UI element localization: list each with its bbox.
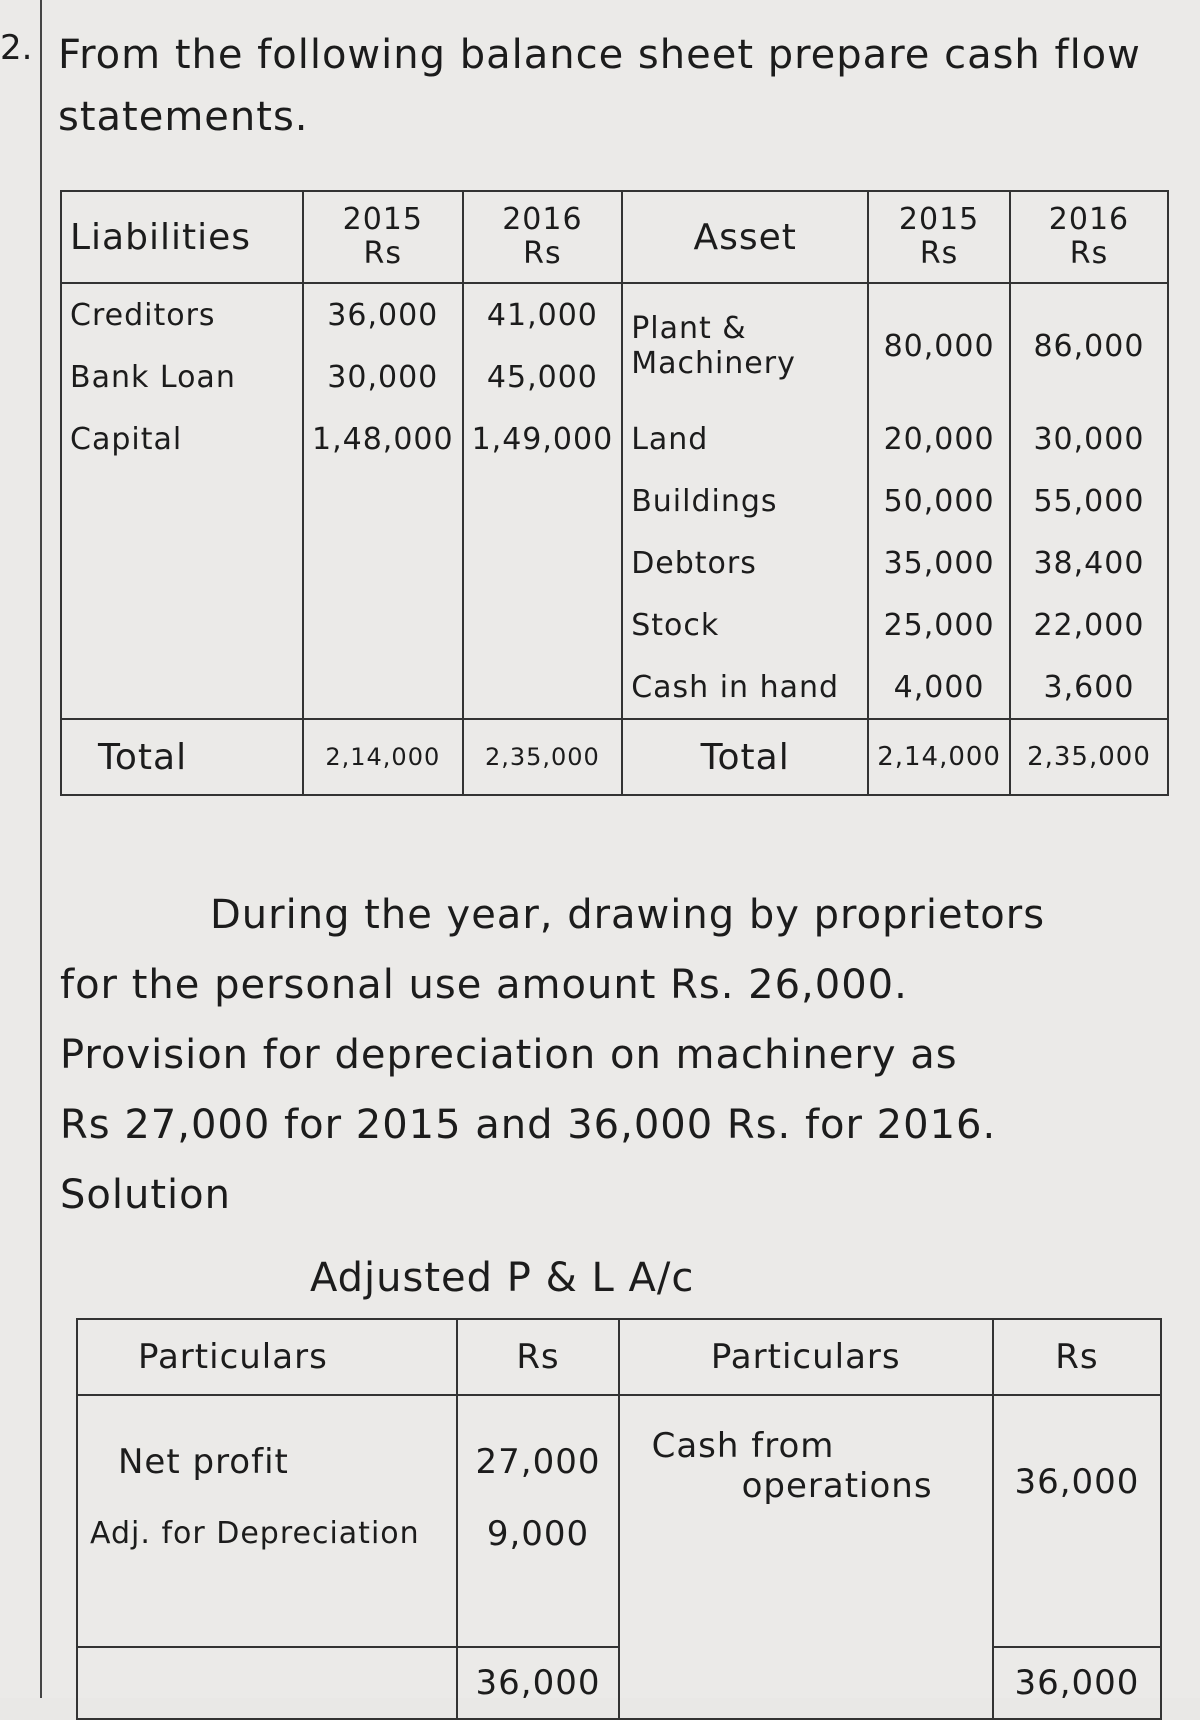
header-a2015-year: 2015 [898,202,980,237]
pl-header-particulars-left: Particulars [77,1319,457,1395]
total-row [61,719,1168,795]
note-line: Rs 27,000 for 2015 and 36,000 Rs. for 2016. [60,1102,997,1148]
liability-name: Creditors [61,283,303,346]
asset-2015: 50,000 [868,470,1010,532]
total-label-left: Total [61,719,303,795]
note-line: Provision for depreciation on machinery as [60,1032,958,1078]
pl-left-values [457,1395,618,1647]
header-l2016-year: 2016 [502,202,583,237]
solution-label: Solution [60,1172,231,1218]
asset-2015: 4,000 [868,656,1010,719]
total-l2015: 2,14,000 [303,719,463,795]
asset-2015: 25,000 [868,594,1010,656]
total-a2015: 2,14,000 [868,719,1010,795]
header-a2016-year: 2016 [1048,202,1130,237]
question-text: From the following balance sheet prepare cash flow statements. [58,32,1141,140]
table-row [61,408,1168,470]
header-a2015-unit: Rs [919,236,959,271]
header-l2015-year: 2015 [342,202,423,237]
header-a2016-unit: Rs [1069,236,1109,271]
table-row [61,470,1168,532]
pl-header-rs-left: Rs [457,1319,618,1395]
pl-right-item-line1: Cash from [651,1426,835,1466]
pl-total-left: 36,000 [457,1647,618,1719]
table-row [61,656,1168,719]
header-l2015-unit: Rs [363,236,403,271]
liability-2015: 30,000 [303,346,463,408]
total-label-right: Total [622,719,868,795]
pl-header-particulars-right: Particulars [619,1319,993,1395]
asset-2015: 35,000 [868,532,1010,594]
asset-name: Stock [622,594,868,656]
pl-left-value: 9,000 [486,1514,590,1554]
asset-2016: 55,000 [1010,470,1168,532]
pl-right-item-line2: operations [741,1466,933,1506]
asset-2016: 86,000 [1010,283,1168,408]
note-line: for the personal use amount Rs. 26,000. [60,962,908,1008]
liability-2015: 36,000 [303,283,463,346]
header-l2016-unit: Rs [523,236,562,271]
pl-account-table [76,1318,1162,1720]
pl-left-value: 27,000 [475,1442,601,1482]
pl-left-items [77,1395,457,1647]
asset-2016: 22,000 [1010,594,1168,656]
pl-right-value: 36,000 [993,1395,1161,1647]
pl-total-right: 36,000 [993,1647,1161,1719]
table-row [61,283,1168,346]
liability-2016: 1,49,000 [463,408,623,470]
asset-name: Cash in hand [622,656,868,719]
header-liabilities: Liabilities [61,191,303,283]
asset-2016: 3,600 [1010,656,1168,719]
asset-2016: 30,000 [1010,408,1168,470]
liability-name: Capital [61,408,303,470]
header-asset: Asset [622,191,868,283]
total-l2016: 2,35,000 [463,719,623,795]
liability-2016: 41,000 [463,283,623,346]
header-a2015 [868,191,1010,283]
question-number: 2. [0,28,33,68]
margin-line [40,0,42,1698]
asset-name: Plant & Machinery [622,283,868,408]
header-l2015 [303,191,463,283]
pl-left-item: Net profit [118,1442,289,1482]
asset-name: Buildings [622,470,868,532]
asset-name: Land [622,408,868,470]
table-row [61,532,1168,594]
balance-sheet-table [60,190,1169,796]
total-a2016: 2,35,000 [1010,719,1168,795]
liability-name: Bank Loan [61,346,303,408]
asset-2015: 20,000 [868,408,1010,470]
asset-2016: 38,400 [1010,532,1168,594]
header-a2016 [1010,191,1168,283]
note-line: During the year, drawing by proprietors [210,892,1046,938]
pl-right-item [619,1395,993,1719]
pl-header-rs-right: Rs [993,1319,1161,1395]
notes-block [60,880,1160,1230]
header-l2016 [463,191,623,283]
asset-name: Debtors [622,532,868,594]
table-row [61,594,1168,656]
pl-account-title: Adjusted P & L A/c [310,1255,695,1301]
pl-left-item: Adj. for Depreciation [90,1516,420,1551]
asset-2015: 80,000 [868,283,1010,408]
liability-2016: 45,000 [463,346,623,408]
liability-2015: 1,48,000 [303,408,463,470]
